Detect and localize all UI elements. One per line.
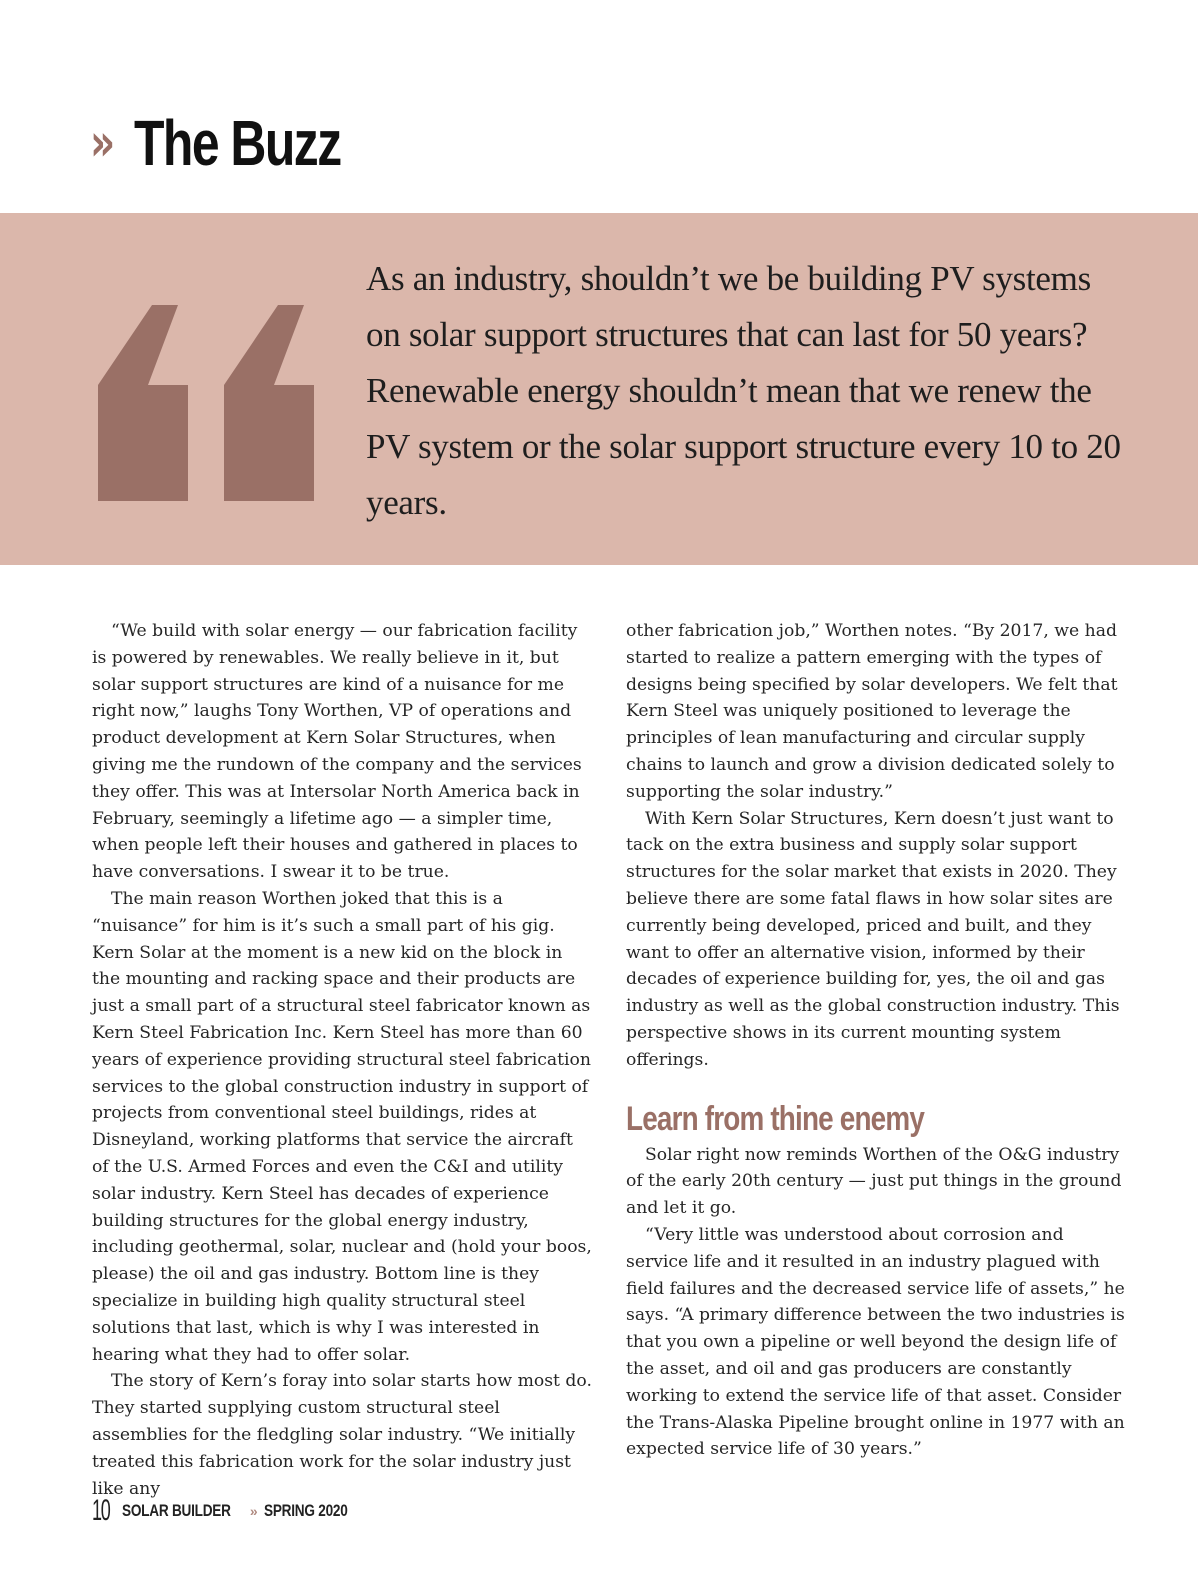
page-footer [92, 1494, 368, 1528]
chevron-icon: » [90, 113, 108, 173]
article-paragraph: Solar right now reminds Worthen of the O&G industry of the early 20th century — just put things in the ground and let it go. [626, 1144, 1122, 1219]
pull-quote-text: As an industry, shouldn’t we be building PV systems on solar support structures that can last for 50 years? Renewable energy shouldn’t mean that we renew the PV system or the solar support structure every 10 to 20 years. [366, 259, 1121, 522]
article-paragraph: “Very little was understood about corrosion and service life and it resulted in an industry plagued with field failures and the decreased service life of assets,” he says. “A primary difference between the two industries is that you own a pipeline or well beyond the design life of the asset, and oil and gas producers are constantly working to extend the service life of that asset. Consider the Trans-Alaska Pipeline brought online in 1977 with an expected service life of 30 years.” [626, 1224, 1125, 1460]
article-paragraph: other fabrication job,” Worthen notes. “By 2017, we had started to realize a pattern emerging with the types of designs being specified by solar developers. We felt that Kern Steel was uniquely positioned to leverage the principles of lean manufacturing and circular supply chains to launch and grow a division dedicated solely to supporting the solar industry.” [626, 621, 1118, 802]
article-paragraph: With Kern Solar Structures, Kern doesn’t just want to tack on the extra business and supply solar support structures for the solar market that exists in 2020. They believe there are some fatal flaws in how solar sites are currently being developed, priced and built, and they want to offer an alternative vision, informed by their decades of experience building for, yes, the oil and gas industry as well as the global construction industry. This perspective shows in its current mounting system offerings. [626, 808, 1120, 1070]
publication-name: SOLAR BUILDER [122, 1501, 231, 1520]
article-paragraph: The story of Kern’s foray into solar starts how most do. They started supplying custom structural steel assemblies for the fledgling solar industry. “We initially treated this fabrication work for the solar industry just like any [92, 1371, 592, 1499]
pull-quote-band [0, 213, 1198, 565]
article-paragraph: The main reason Worthen joked that this is a “nuisance” for him is it’s such a small part of his gig. Kern Solar at the moment is a new kid on the block in the mounting and racking space and their products are just a small part of a structural steel fabricator known as Kern Steel Fabrication Inc. Kern Steel has more than 60 years of experience providing structural steel fabrication services to the global construction industry in support of projects from conventional steel buildings, rides at Disneyland, working platforms that service the aircraft of the U.S. Armed Forces and even the C&I and utility solar industry. Kern Steel has decades of experience building structures for the global energy industry, including geothermal, solar, nuclear and (hold your boos, please) the oil and gas industry. Bottom line is they specialize in building high quality structural steel solutions that last, which is why I was interested in hearing what they had to offer solar. [92, 888, 592, 1365]
page-number: 10 [92, 1494, 110, 1527]
quote-marks-icon [96, 305, 316, 505]
section-header [90, 108, 398, 178]
section-title: The Buzz [133, 107, 341, 179]
issue-label: SPRING 2020 [263, 1501, 348, 1520]
article-column-right [626, 618, 1126, 1463]
article-paragraph: “We build with solar energy — our fabrication facility is powered by renewables. We really believe in it, but solar support structures are kind of a nuisance for me right now,” laughs Tony Worthen, VP of operations and product development at Kern Solar Structures, when giving me the rundown of the company and the services they offer. This was at Intersolar North America back in February, seemingly a lifetime ago — a simpler time, when people left their houses and gathered in places to have conversations. I swear it to be true. [92, 621, 582, 883]
article-subhead: Learn from thine enemy [626, 1099, 925, 1138]
article-column-left [92, 618, 592, 1502]
chevron-separator-icon: » [249, 1503, 258, 1519]
